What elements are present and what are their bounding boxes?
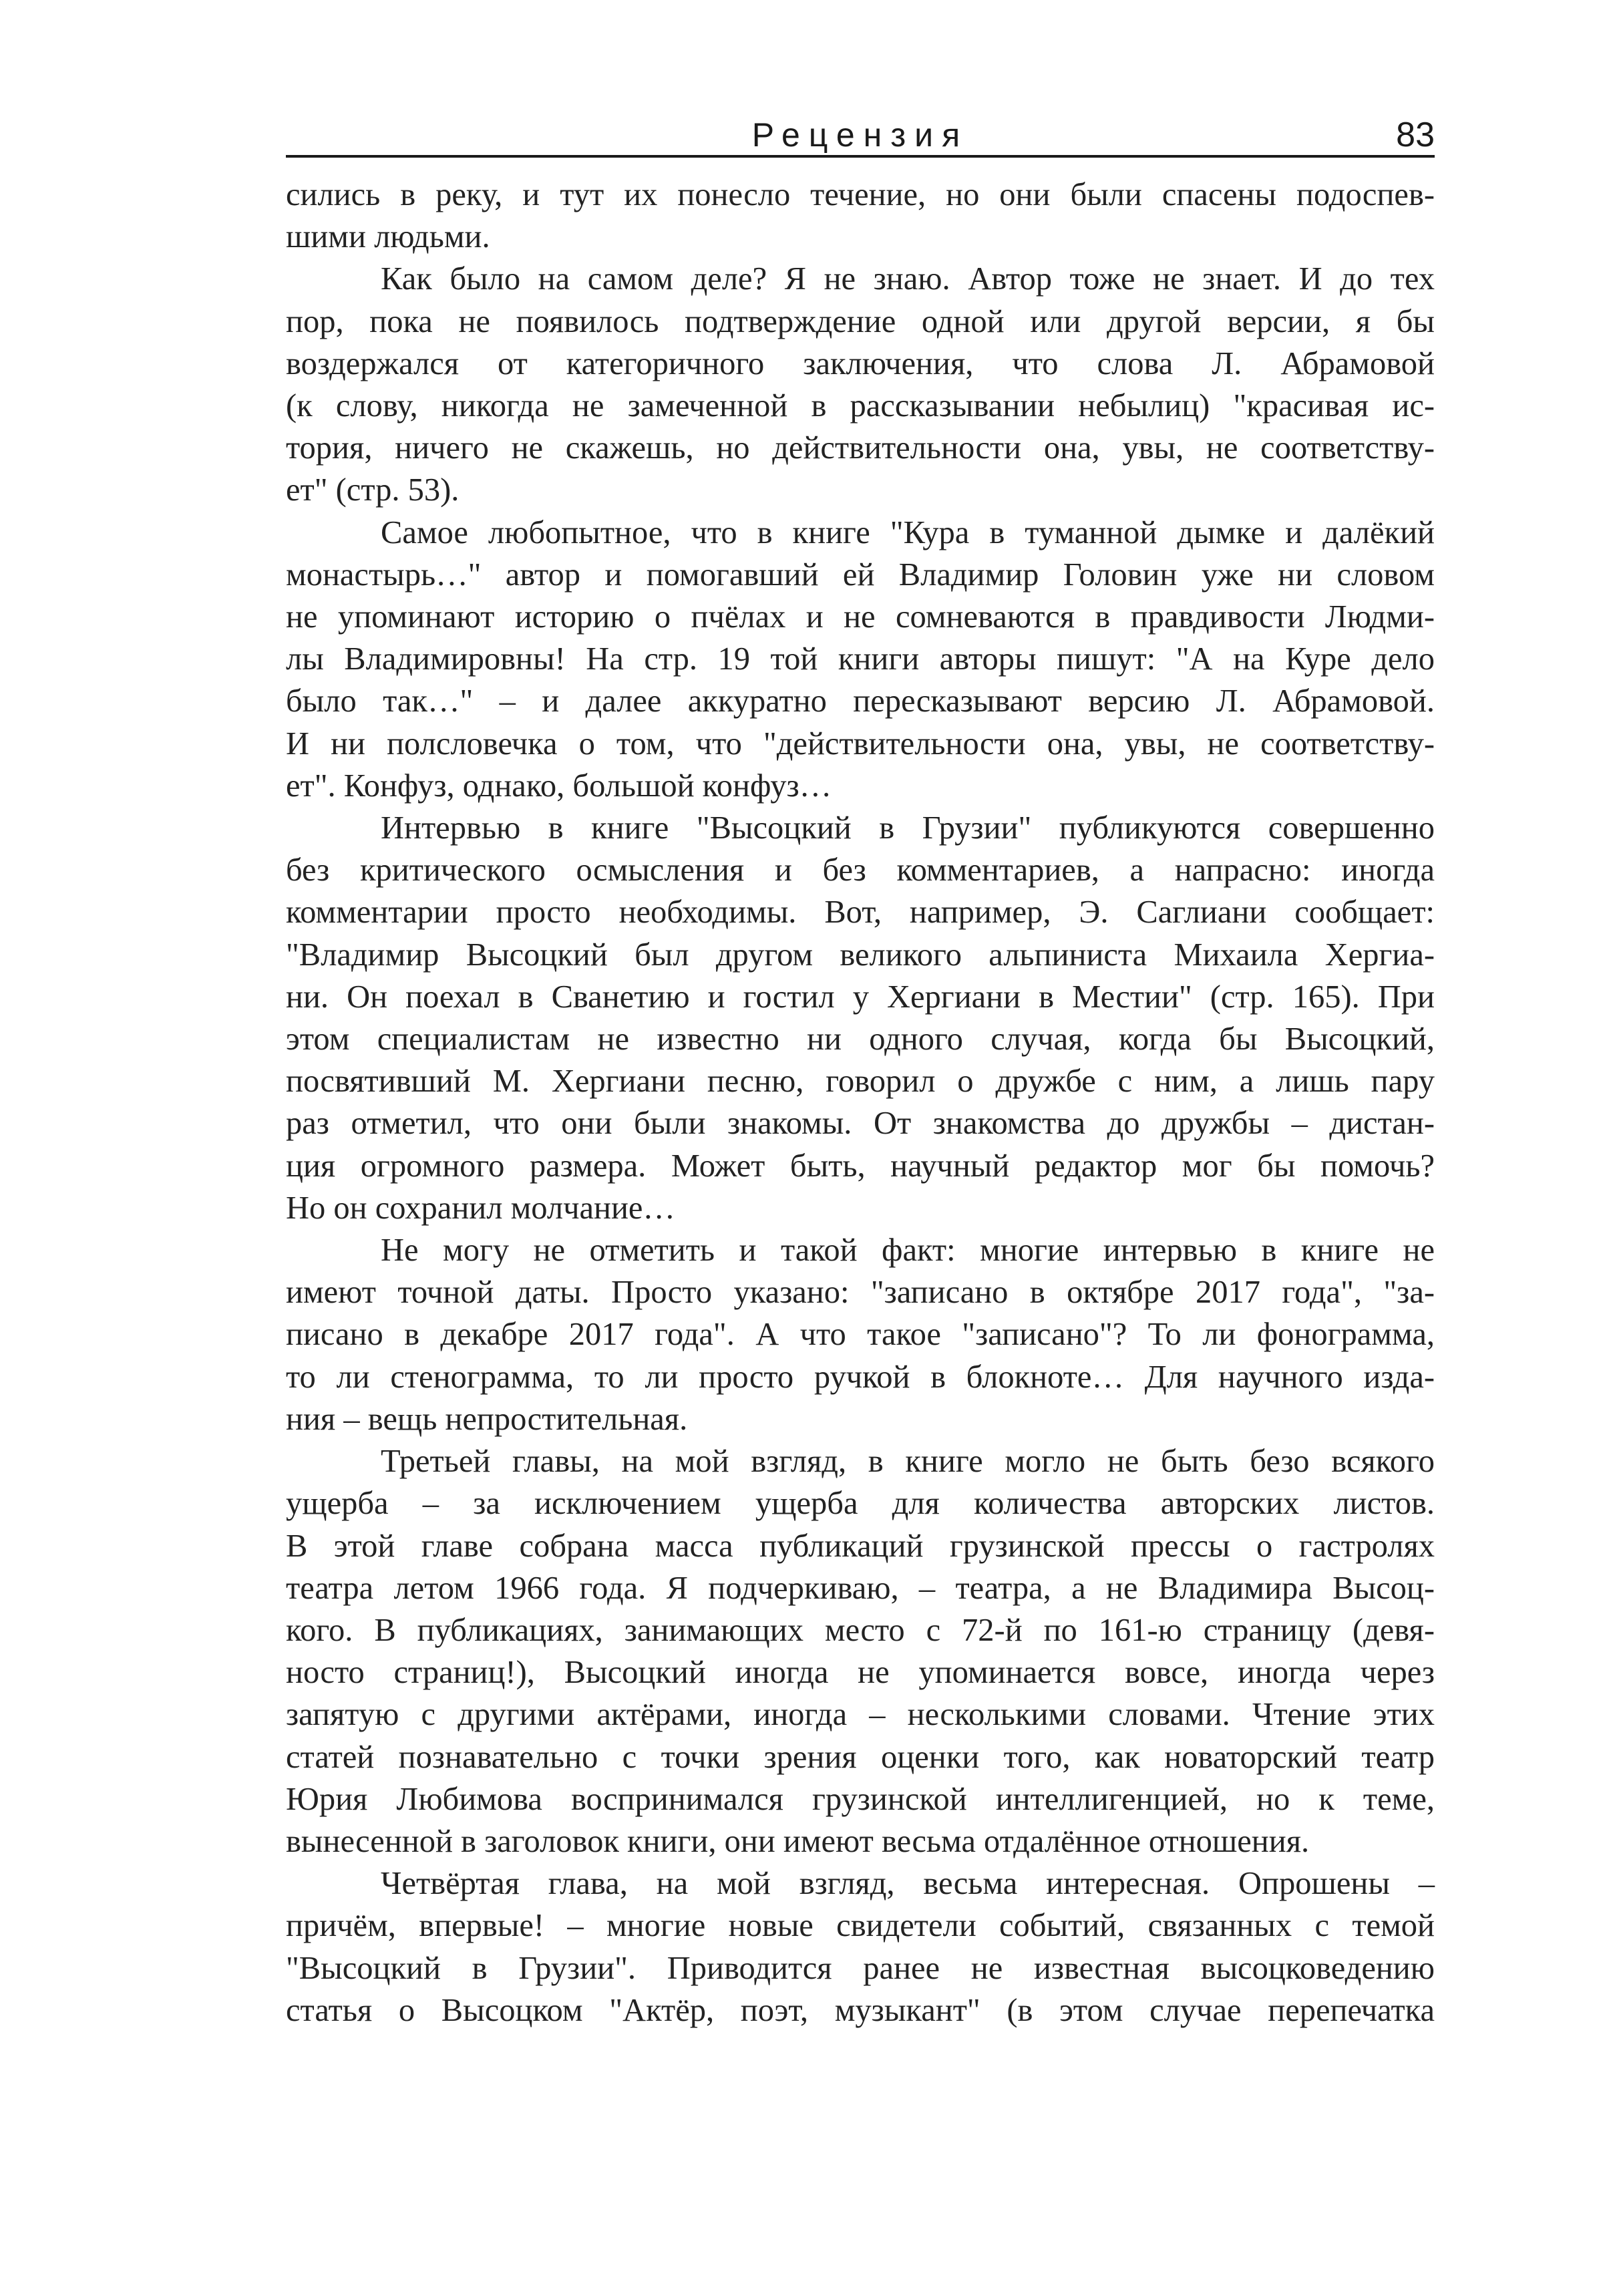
- text-line: ния – вещь непростительная.: [286, 1401, 688, 1437]
- text-line: Четвёртая глава, на мой взгляд, весьма интересная. Опрошены –: [381, 1866, 1435, 1902]
- text-line: пор, пока не появилось подтверждение одной или другой версии, я бы: [286, 303, 1435, 339]
- body-text: [286, 174, 1435, 2031]
- text-line: И ни полсловечка о том, что "действительности она, увы, не соответству-: [286, 725, 1435, 762]
- text-line: Юрия Любимова воспринимался грузинской интеллигенцией, но к теме,: [286, 1781, 1435, 1817]
- text-line: кого. В публикациях, занимающих место с 72-й по 161-ю страницу (девя-: [286, 1612, 1435, 1648]
- text-line: ни. Он поехал в Сванетию и гостил у Хергиани в Местии" (стр. 165). При: [286, 979, 1435, 1015]
- text-line: причём, впервые! – многие новые свидетели событий, связанных с темой: [286, 1908, 1435, 1944]
- text-line: то ли стенограмма, то ли просто ручкой в блокноте… Для научного изда-: [286, 1359, 1435, 1395]
- text-line: посвятивший М. Хергиани песню, говорил о дружбе с ним, а лишь пару: [286, 1063, 1435, 1100]
- text-line: не упоминают историю о пчёлах и не сомневаются в правдивости Людми-: [286, 599, 1435, 635]
- paragraph: [286, 512, 1435, 807]
- paragraph: [286, 1862, 1435, 2031]
- text-line: раз отметил, что они были знакомы. От знакомства до дружбы – дистан-: [286, 1106, 1435, 1142]
- text-line: ущерба – за исключением ущерба для количества авторских листов.: [286, 1486, 1435, 1522]
- paragraph: [286, 174, 1435, 258]
- text-line: театра летом 1966 года. Я подчеркиваю, – театра, а не Владимира Высоц-: [286, 1570, 1435, 1606]
- paragraph: [286, 1229, 1435, 1440]
- text-line: монастырь…" автор и помогавший ей Владимир Головин уже ни словом: [286, 556, 1435, 593]
- text-line: запятую с другими актёрами, иногда – несколькими словами. Чтение этих: [286, 1697, 1435, 1733]
- text-line: Не могу не отметить и такой факт: многие интервью в книге не: [381, 1233, 1435, 1269]
- text-line: имеют точной даты. Просто указано: "записано в октябре 2017 года", "за-: [286, 1275, 1435, 1311]
- text-line: шими людьми.: [286, 219, 490, 255]
- text-line: этом специалистам не известно ни одного случая, когда бы Высоцкий,: [286, 1021, 1435, 1057]
- text-line: сились в реку, и тут их понесло течение, но они были спасены подоспев-: [286, 177, 1435, 212]
- text-line: ция огромного размера. Может быть, научный редактор мог бы помочь?: [286, 1148, 1435, 1184]
- text-line: "Высоцкий в Грузии". Приводится ранее не известная высоцковедению: [286, 1950, 1435, 1986]
- text-line: В этой главе собрана масса публикаций грузинской прессы о гастролях: [286, 1528, 1435, 1564]
- text-line: воздержался от категоричного заключения, что слова Л. Абрамовой: [286, 345, 1435, 381]
- text-line: "Владимир Высоцкий был другом великого альпиниста Михаила Хергиа-: [286, 937, 1435, 973]
- text-line: Третьей главы, на мой взгляд, в книге могло не быть безо всякого: [381, 1444, 1435, 1480]
- text-line: Но он сохранил молчание…: [286, 1190, 675, 1226]
- text-line: статья о Высоцком "Актёр, поэт, музыкант" (в этом случае перепечатка: [286, 1992, 1435, 2028]
- paragraph: [286, 1440, 1435, 1862]
- text-line: было так…" – и далее аккуратно пересказывают версию Л. Абрамовой.: [286, 683, 1435, 719]
- header-rule: [286, 155, 1435, 158]
- text-line: вынесенной в заголовок книги, они имеют весьма отдалённое отношения.: [286, 1823, 1310, 1859]
- text-line: ет" (стр. 53).: [286, 472, 460, 508]
- text-line: статей познавательно с точки зрения оценки того, как новаторский театр: [286, 1739, 1435, 1775]
- text-line: Как было на самом деле? Я не знаю. Автор тоже не знает. И до тех: [381, 261, 1435, 297]
- text-line: (к слову, никогда не замеченной в рассказывании небылиц) "красивая ис-: [286, 388, 1435, 424]
- running-title: Рецензия: [751, 116, 969, 154]
- paragraph: [286, 258, 1435, 511]
- text-line: писано в декабре 2017 года". А что такое "записано"? То ли фонограмма,: [286, 1317, 1435, 1353]
- running-head: [286, 112, 1435, 159]
- text-line: лы Владимировны! На стр. 19 той книги авторы пишут: "А на Куре дело: [286, 641, 1435, 677]
- text-line: без критического осмысления и без комментариев, а напрасно: иногда: [286, 852, 1435, 888]
- text-line: тория, ничего не скажешь, но действительности она, увы, не соответству-: [286, 430, 1435, 466]
- text-line: Интервью в книге "Высоцкий в Грузии" публикуются совершенно: [381, 810, 1435, 846]
- page-number: 83: [1396, 116, 1435, 154]
- text-line: носто страниц!), Высоцкий иногда не упоминается вовсе, иногда через: [286, 1655, 1435, 1691]
- text-line: комментарии просто необходимы. Вот, например, Э. Саглиани сообщает:: [286, 894, 1435, 931]
- text-line: ет". Конфуз, однако, большой конфуз…: [286, 768, 832, 804]
- text-line: Самое любопытное, что в книге "Кура в туманной дымке и далёкий: [381, 514, 1435, 550]
- paragraph: [286, 807, 1435, 1229]
